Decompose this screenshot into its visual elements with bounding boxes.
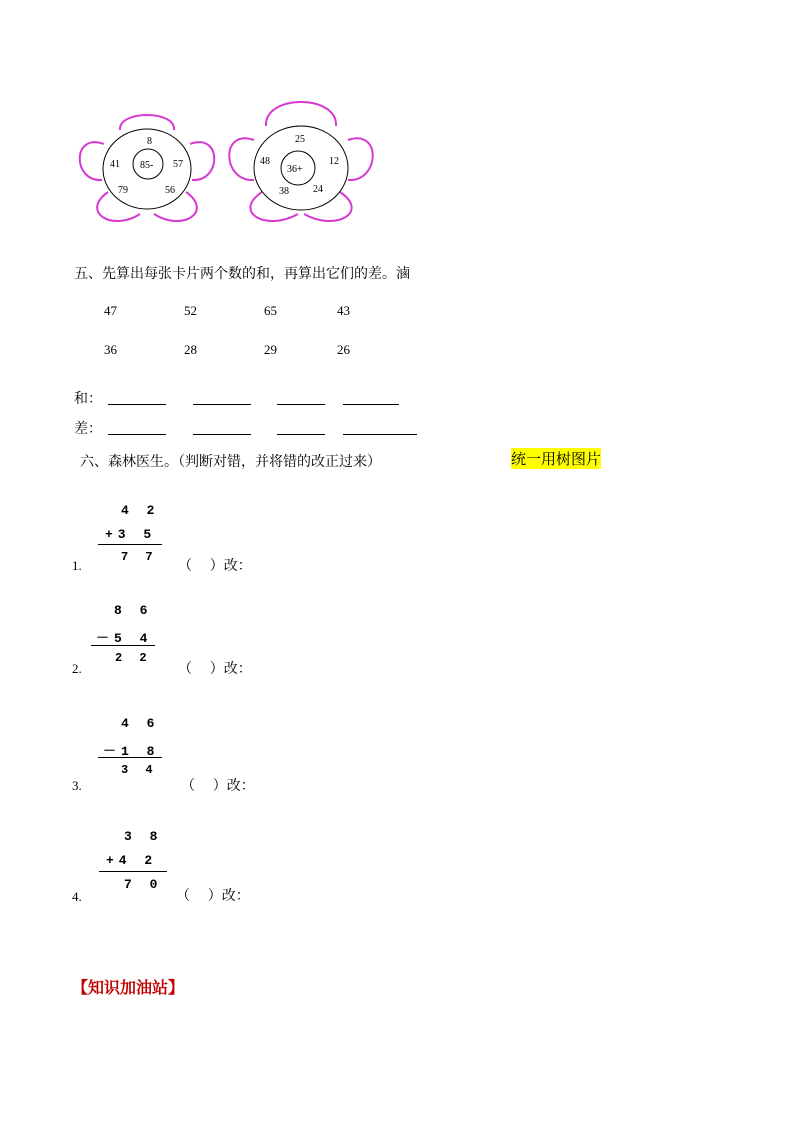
flower-addition bbox=[226, 100, 376, 230]
problem3-top: 4 6 bbox=[121, 716, 160, 731]
problem2-number: 2. bbox=[72, 661, 82, 676]
diff-label: 差： bbox=[74, 421, 102, 437]
problem1-number: 1. bbox=[72, 558, 82, 573]
flower-center: 85- bbox=[140, 160, 154, 171]
card-top-number: 65 bbox=[264, 303, 277, 318]
problem4-line bbox=[99, 871, 167, 872]
problem3-judge[interactable]: （ ）改： bbox=[181, 778, 255, 794]
problem1-operand: +3 5 bbox=[105, 527, 157, 542]
card-top-number: 47 bbox=[104, 303, 117, 318]
flower-number: 57 bbox=[173, 159, 183, 170]
flower-number: 41 bbox=[110, 159, 120, 170]
problem4-result: 7 0 bbox=[124, 877, 163, 892]
card-top-number: 52 bbox=[184, 303, 197, 318]
card-bottom-number: 26 bbox=[337, 342, 350, 357]
section6-title: 六、森林医生。（判断对错，并将错的改正过来） bbox=[80, 454, 381, 470]
diff-blank[interactable] bbox=[193, 420, 251, 435]
problem1-top: 4 2 bbox=[121, 503, 160, 518]
section6-note: 统一用树图片 bbox=[511, 450, 602, 468]
problem4-judge[interactable]: （ ）改： bbox=[176, 888, 250, 904]
card-top-number: 43 bbox=[337, 303, 350, 318]
problem4-operand: +4 2 bbox=[106, 853, 158, 868]
card-bottom-number: 28 bbox=[184, 342, 197, 357]
section5-title bbox=[74, 263, 410, 283]
flower-number: 79 bbox=[118, 185, 128, 196]
problem1-result: 7 7 bbox=[121, 550, 158, 564]
problem3-number: 3. bbox=[72, 778, 82, 793]
flower-number: 24 bbox=[313, 184, 323, 195]
problem2-result: 2 2 bbox=[115, 651, 152, 665]
diff-blank[interactable] bbox=[343, 420, 417, 435]
flower-number: 25 bbox=[295, 134, 305, 145]
flower-number: 8 bbox=[147, 136, 152, 147]
section5-glyph: 滷 bbox=[396, 266, 410, 282]
knowledge-heading: 【知识加油站】 bbox=[72, 980, 185, 997]
diff-blank[interactable] bbox=[277, 420, 325, 435]
problem4-top: 3 8 bbox=[124, 829, 163, 844]
sum-blank[interactable] bbox=[277, 390, 325, 405]
flower-center: 36+ bbox=[287, 164, 303, 175]
flower-number: 56 bbox=[165, 185, 175, 196]
problem4-number: 4. bbox=[72, 889, 82, 904]
flower-number: 12 bbox=[329, 156, 339, 167]
problem3-result: 3 4 bbox=[121, 763, 158, 777]
diff-blank[interactable] bbox=[108, 420, 166, 435]
sum-blank[interactable] bbox=[193, 390, 251, 405]
sum-blank[interactable] bbox=[108, 390, 166, 405]
flower-number: 48 bbox=[260, 156, 270, 167]
problem2-top: 8 6 bbox=[114, 603, 153, 618]
problem2-line bbox=[91, 645, 155, 646]
section5-title-text: 五、先算出每张卡片两个数的和，再算出它们的差。 bbox=[74, 266, 396, 282]
flower-number: 38 bbox=[279, 186, 289, 197]
card-bottom-number: 29 bbox=[264, 342, 277, 357]
problem3-operand: －1 8 bbox=[103, 744, 160, 759]
flower-subtraction bbox=[72, 112, 222, 232]
problem3-line bbox=[98, 757, 162, 758]
sum-label: 和： bbox=[74, 391, 102, 407]
problem2-operand: －5 4 bbox=[96, 631, 153, 646]
card-bottom-number: 36 bbox=[104, 342, 117, 357]
problem1-line bbox=[98, 544, 162, 545]
problem2-judge[interactable]: （ ）改： bbox=[178, 661, 252, 677]
sum-blank[interactable] bbox=[343, 390, 399, 405]
problem1-judge[interactable]: （ ）改： bbox=[178, 558, 252, 574]
